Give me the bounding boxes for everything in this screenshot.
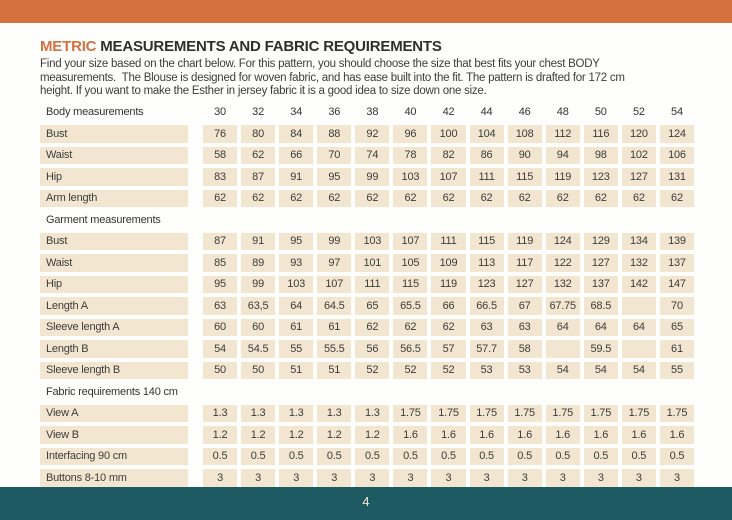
size-cell: 103 xyxy=(279,276,313,294)
size-cell: 53 xyxy=(470,362,504,380)
size-cell xyxy=(622,340,656,358)
size-cell: 1.6 xyxy=(546,426,580,444)
size-cell: 108 xyxy=(508,125,542,143)
size-cell: 105 xyxy=(393,254,427,272)
size-cell: 1.75 xyxy=(508,405,542,423)
label-gap xyxy=(192,340,199,358)
size-cell: 92 xyxy=(355,125,389,143)
size-cell: 129 xyxy=(584,233,618,251)
size-cell: 3 xyxy=(241,469,275,487)
page-content xyxy=(40,23,696,487)
size-cell: 123 xyxy=(470,276,504,294)
size-cell: 1.2 xyxy=(279,426,313,444)
size-cell: 1.2 xyxy=(355,426,389,444)
size-col-header: 36 xyxy=(328,106,341,119)
size-cell: 66 xyxy=(279,147,313,165)
row-label: Sleeve length B xyxy=(40,362,188,380)
size-cell: 137 xyxy=(660,254,694,272)
size-cell: 1.3 xyxy=(317,405,351,423)
size-cell: 117 xyxy=(508,254,542,272)
size-cell: 116 xyxy=(584,125,618,143)
label-gap xyxy=(192,469,199,487)
size-cell: 82 xyxy=(431,147,465,165)
size-cell: 58 xyxy=(203,147,237,165)
size-cell: 68.5 xyxy=(584,297,618,315)
size-cell: 111 xyxy=(431,233,465,251)
top-accent-bar xyxy=(0,0,732,23)
row-label: Bust xyxy=(40,125,188,143)
size-cell: 56 xyxy=(355,340,389,358)
size-cell: 1.75 xyxy=(470,405,504,423)
size-cell: 1.6 xyxy=(584,426,618,444)
size-col-header: 54 xyxy=(671,106,683,119)
size-cell: 1.2 xyxy=(203,426,237,444)
size-cell: 1.75 xyxy=(393,405,427,423)
label-gap xyxy=(192,168,199,186)
size-cell: 1.6 xyxy=(622,426,656,444)
row-label: Interfacing 90 cm xyxy=(40,448,188,466)
label-gap xyxy=(192,405,199,423)
label-gap xyxy=(192,319,199,337)
size-cell: 127 xyxy=(508,276,542,294)
row-label: Length A xyxy=(40,297,188,315)
size-cell: 107 xyxy=(393,233,427,251)
size-cell: 3 xyxy=(203,469,237,487)
label-gap xyxy=(192,190,199,208)
size-cell: 3 xyxy=(393,469,427,487)
size-cell: 70 xyxy=(660,297,694,315)
size-cell: 62 xyxy=(241,190,275,208)
size-cell: 93 xyxy=(279,254,313,272)
size-cell: 62 xyxy=(470,190,504,208)
page-title-rest: MEASUREMENTS AND FABRIC REQUIREMENTS xyxy=(96,38,442,55)
size-cell: 115 xyxy=(393,276,427,294)
size-cell: 119 xyxy=(546,168,580,186)
size-cell: 62 xyxy=(203,190,237,208)
size-cell: 84 xyxy=(279,125,313,143)
size-cell: 63 xyxy=(508,319,542,337)
size-cell: 66.5 xyxy=(470,297,504,315)
size-cell: 112 xyxy=(546,125,580,143)
label-gap xyxy=(192,426,199,444)
size-cell: 1.2 xyxy=(241,426,275,444)
row-label: Buttons 8-10 mm xyxy=(40,469,188,487)
size-cell: 131 xyxy=(660,168,694,186)
size-cell: 1.75 xyxy=(546,405,580,423)
row-label: Arm length xyxy=(40,190,188,208)
size-cell: 3 xyxy=(584,469,618,487)
size-cell: 64.5 xyxy=(317,297,351,315)
size-cell: 3 xyxy=(431,469,465,487)
row-label: Waist xyxy=(40,254,188,272)
size-cell: 87 xyxy=(203,233,237,251)
size-cell: 0.5 xyxy=(660,448,694,466)
size-cell: 1.3 xyxy=(241,405,275,423)
size-cell: 80 xyxy=(241,125,275,143)
size-cell: 67 xyxy=(508,297,542,315)
label-gap xyxy=(192,297,199,315)
size-cell: 64 xyxy=(584,319,618,337)
size-cell: 50 xyxy=(241,362,275,380)
size-cell: 1.3 xyxy=(203,405,237,423)
size-cell: 1.75 xyxy=(660,405,694,423)
row-label: Length B xyxy=(40,340,188,358)
size-cell: 99 xyxy=(355,168,389,186)
size-cell: 78 xyxy=(393,147,427,165)
size-cell: 111 xyxy=(355,276,389,294)
size-cell: 1.2 xyxy=(317,426,351,444)
size-cell: 52 xyxy=(393,362,427,380)
size-cell: 0.5 xyxy=(317,448,351,466)
size-cell: 106 xyxy=(660,147,694,165)
size-cell: 98 xyxy=(584,147,618,165)
size-cell: 87 xyxy=(241,168,275,186)
size-cell: 62 xyxy=(393,190,427,208)
size-col-header: 30 xyxy=(214,106,226,119)
intro-line: height. If you want to make the Esther in jersey fabric it is a good idea to size down one size. xyxy=(40,85,487,97)
row-label: Sleeve length A xyxy=(40,319,188,337)
size-table xyxy=(40,104,694,487)
size-cell: 134 xyxy=(622,233,656,251)
size-cell: 55 xyxy=(279,340,313,358)
label-gap xyxy=(192,125,199,143)
size-cell: 119 xyxy=(431,276,465,294)
size-cell: 139 xyxy=(660,233,694,251)
size-cell: 51 xyxy=(279,362,313,380)
size-cell: 3 xyxy=(660,469,694,487)
size-cell: 62 xyxy=(355,190,389,208)
size-cell: 0.5 xyxy=(241,448,275,466)
size-cell: 3 xyxy=(622,469,656,487)
size-cell: 132 xyxy=(546,276,580,294)
size-cell: 62 xyxy=(622,190,656,208)
size-cell: 1.6 xyxy=(508,426,542,444)
size-cell: 3 xyxy=(546,469,580,487)
size-cell: 113 xyxy=(470,254,504,272)
size-col-header: 52 xyxy=(632,106,645,119)
footer-bar xyxy=(0,487,732,520)
size-cell: 99 xyxy=(317,233,351,251)
row-label: View A xyxy=(40,405,188,423)
size-col-header: 44 xyxy=(480,106,493,119)
size-cell: 1.6 xyxy=(393,426,427,444)
size-cell: 107 xyxy=(431,168,465,186)
size-cell: 120 xyxy=(622,125,656,143)
label-gap xyxy=(192,448,199,466)
size-cell: 62 xyxy=(660,190,694,208)
size-cell: 0.5 xyxy=(470,448,504,466)
size-cell: 0.5 xyxy=(203,448,237,466)
page-number: 4 xyxy=(362,494,370,509)
size-cell: 60 xyxy=(203,319,237,337)
size-cell: 62 xyxy=(584,190,618,208)
section-header: Garment measurements xyxy=(46,213,161,226)
size-cell: 62 xyxy=(241,147,275,165)
size-cell: 58 xyxy=(508,340,542,358)
size-cell: 54.5 xyxy=(241,340,275,358)
size-cell: 65 xyxy=(660,319,694,337)
size-cell: 96 xyxy=(393,125,427,143)
size-cell: 1.75 xyxy=(622,405,656,423)
size-cell: 60 xyxy=(241,319,275,337)
page-title xyxy=(40,38,696,55)
size-cell: 1.6 xyxy=(431,426,465,444)
size-cell: 62 xyxy=(317,190,351,208)
size-cell: 0.5 xyxy=(431,448,465,466)
size-cell: 127 xyxy=(622,168,656,186)
size-cell: 64 xyxy=(622,319,656,337)
size-cell: 111 xyxy=(470,168,504,186)
size-cell: 70 xyxy=(317,147,351,165)
size-cell: 62 xyxy=(393,319,427,337)
size-cell: 0.5 xyxy=(622,448,656,466)
label-gap xyxy=(192,362,199,380)
label-gap xyxy=(192,276,199,294)
size-cell: 54 xyxy=(546,362,580,380)
size-col-header: 50 xyxy=(594,106,607,119)
size-cell: 103 xyxy=(393,168,427,186)
size-cell: 56.5 xyxy=(393,340,427,358)
row-label: Bust xyxy=(40,233,188,251)
size-cell: 65 xyxy=(355,297,389,315)
size-cell: 62 xyxy=(355,319,389,337)
size-cell: 74 xyxy=(355,147,389,165)
size-cell: 1.75 xyxy=(431,405,465,423)
size-cell: 52 xyxy=(355,362,389,380)
label-gap xyxy=(192,233,199,251)
size-cell: 62 xyxy=(431,190,465,208)
size-cell: 59.5 xyxy=(584,340,618,358)
section-header: Fabric requirements 140 cm xyxy=(46,385,178,398)
size-cell xyxy=(622,297,656,315)
size-cell: 54 xyxy=(203,340,237,358)
size-cell: 57.7 xyxy=(470,340,504,358)
size-cell: 62 xyxy=(431,319,465,337)
size-cell: 89 xyxy=(241,254,275,272)
size-cell: 50 xyxy=(203,362,237,380)
size-cell: 119 xyxy=(508,233,542,251)
size-cell: 61 xyxy=(317,319,351,337)
size-cell: 61 xyxy=(279,319,313,337)
size-cell: 90 xyxy=(508,147,542,165)
size-col-header: 32 xyxy=(252,106,265,119)
size-cell: 62 xyxy=(279,190,313,208)
size-cell: 3 xyxy=(355,469,389,487)
size-cell: 124 xyxy=(660,125,694,143)
size-cell: 1.6 xyxy=(660,426,694,444)
size-cell: 107 xyxy=(317,276,351,294)
size-col-header: 46 xyxy=(518,106,531,119)
size-col-header: 34 xyxy=(290,106,303,119)
size-cell: 86 xyxy=(470,147,504,165)
size-cell xyxy=(546,340,580,358)
size-cell: 95 xyxy=(317,168,351,186)
size-cell: 1.6 xyxy=(470,426,504,444)
size-cell: 63,5 xyxy=(241,297,275,315)
row-label: Waist xyxy=(40,147,188,165)
size-cell: 100 xyxy=(431,125,465,143)
size-cell: 122 xyxy=(546,254,580,272)
size-cell: 123 xyxy=(584,168,618,186)
intro-line: measurements. The Blouse is designed for woven fabric, and has ease built into the fit. The pattern is drafted for 172 cm xyxy=(40,71,625,84)
size-cell: 109 xyxy=(431,254,465,272)
size-cell: 0.5 xyxy=(279,448,313,466)
size-col-header: 38 xyxy=(366,106,379,119)
size-cell: 65.5 xyxy=(393,297,427,315)
size-cell: 57 xyxy=(431,340,465,358)
size-cell: 88 xyxy=(317,125,351,143)
size-cell: 3 xyxy=(279,469,313,487)
size-cell: 95 xyxy=(279,233,313,251)
intro-paragraph xyxy=(40,58,696,99)
size-cell: 0.5 xyxy=(508,448,542,466)
size-cell: 83 xyxy=(203,168,237,186)
size-cell: 102 xyxy=(622,147,656,165)
size-cell: 132 xyxy=(622,254,656,272)
row-label: Hip xyxy=(40,168,188,186)
size-cell: 95 xyxy=(203,276,237,294)
size-col-header: 48 xyxy=(556,106,569,119)
size-cell: 0.5 xyxy=(393,448,427,466)
size-cell: 54 xyxy=(584,362,618,380)
size-cell: 137 xyxy=(584,276,618,294)
size-cell: 104 xyxy=(470,125,504,143)
size-cell: 63 xyxy=(470,319,504,337)
size-cell: 55.5 xyxy=(317,340,351,358)
label-gap xyxy=(192,147,199,165)
row-label: View B xyxy=(40,426,188,444)
size-cell: 67.75 xyxy=(546,297,580,315)
intro-line: Find your size based on the chart below. For this pattern, you should choose the size that best fits your chest BODY xyxy=(40,58,600,70)
size-cell: 1.3 xyxy=(279,405,313,423)
size-cell: 91 xyxy=(279,168,313,186)
size-cell: 97 xyxy=(317,254,351,272)
size-cell: 127 xyxy=(584,254,618,272)
size-cell: 63 xyxy=(203,297,237,315)
size-cell: 0.5 xyxy=(584,448,618,466)
size-cell: 64 xyxy=(279,297,313,315)
size-cell: 62 xyxy=(508,190,542,208)
size-cell: 142 xyxy=(622,276,656,294)
size-col-header: 40 xyxy=(404,106,417,119)
size-cell: 52 xyxy=(431,362,465,380)
label-gap xyxy=(192,254,199,272)
size-cell: 99 xyxy=(241,276,275,294)
size-cell: 1.75 xyxy=(584,405,618,423)
size-cell: 101 xyxy=(355,254,389,272)
size-cell: 51 xyxy=(317,362,351,380)
size-cell: 103 xyxy=(355,233,389,251)
size-cell: 1.3 xyxy=(355,405,389,423)
size-cell: 124 xyxy=(546,233,580,251)
size-cell: 0.5 xyxy=(355,448,389,466)
size-cell: 66 xyxy=(431,297,465,315)
size-cell: 85 xyxy=(203,254,237,272)
size-cell: 91 xyxy=(241,233,275,251)
size-cell: 76 xyxy=(203,125,237,143)
page-title-accent: METRIC xyxy=(40,38,97,55)
size-cell: 55 xyxy=(660,362,694,380)
size-cell: 94 xyxy=(546,147,580,165)
size-cell: 3 xyxy=(508,469,542,487)
size-cell: 3 xyxy=(470,469,504,487)
size-cell: 115 xyxy=(470,233,504,251)
size-cell: 147 xyxy=(660,276,694,294)
size-cell: 53 xyxy=(508,362,542,380)
size-cell: 64 xyxy=(546,319,580,337)
size-col-header: 42 xyxy=(442,106,455,119)
size-cell: 3 xyxy=(317,469,351,487)
size-cell: 62 xyxy=(546,190,580,208)
section-header: Body measurements xyxy=(46,106,144,119)
size-cell: 115 xyxy=(508,168,542,186)
size-cell: 61 xyxy=(660,340,694,358)
row-label: Hip xyxy=(40,276,188,294)
size-cell: 54 xyxy=(622,362,656,380)
size-cell: 0.5 xyxy=(546,448,580,466)
